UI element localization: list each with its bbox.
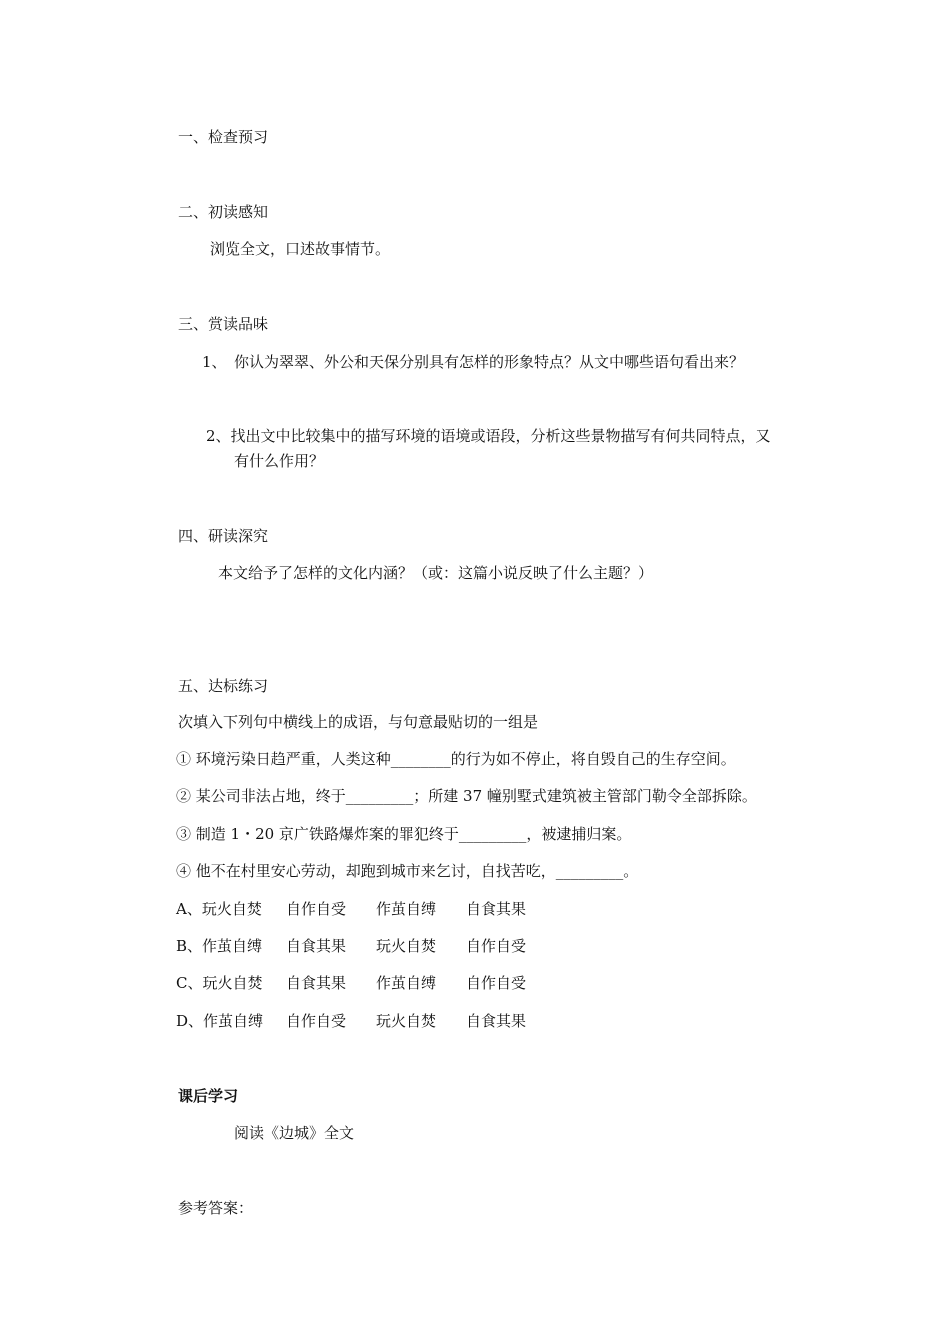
- choice-c-2: 自食其果: [286, 974, 347, 992]
- choice-a-1: A、玩火自焚: [176, 900, 262, 918]
- section-heading-check-preview: 一、检查预习: [178, 128, 269, 146]
- practice-item-2: ② 某公司非法占地，终于_________；所建 37 幢别墅式建筑被主管部门勒令全部拆除。: [176, 787, 757, 805]
- practice-item-3: ③ 制造 1・20 京广铁路爆炸案的罪犯终于_________，被逮捕归案。: [176, 825, 632, 843]
- question-2-line-2: 有什么作用？: [234, 452, 325, 470]
- section-heading-practice: 五、达标练习: [178, 677, 269, 695]
- choice-d-4: 自食其果: [466, 1012, 527, 1030]
- choice-c-3: 作茧自缚: [376, 974, 437, 992]
- choice-b-3: 玩火自焚: [376, 937, 437, 955]
- choice-d-3: 玩火自焚: [376, 1012, 437, 1030]
- reference-answers-heading: 参考答案：: [178, 1199, 254, 1217]
- choice-c-1: C、玩火自焚: [176, 974, 263, 992]
- choice-d-1: D、作茧自缚: [176, 1012, 264, 1030]
- choice-b-2: 自食其果: [286, 937, 347, 955]
- section-heading-after-class: 课后学习: [178, 1087, 239, 1105]
- choice-row-c: [176, 972, 526, 994]
- practice-item-1: ① 环境污染日趋严重，人类这种________的行为如不停止，将自毁自己的生存空间。: [176, 750, 736, 768]
- choice-b-1: B、作茧自缚: [176, 937, 263, 955]
- practice-item-4: ④ 他不在村里安心劳动，却跑到城市来乞讨，自找苦吃，_________。: [176, 862, 639, 880]
- choice-c-4: 自作自受: [466, 974, 527, 992]
- section-heading-appreciation: 三、赏读品味: [178, 315, 269, 333]
- choice-a-3: 作茧自缚: [376, 900, 437, 918]
- first-reading-task: 浏览全文，口述故事情节。: [210, 240, 391, 258]
- choice-b-4: 自作自受: [466, 937, 527, 955]
- section-heading-deep-study: 四、研读深究: [178, 527, 269, 545]
- after-class-task: 阅读《边城》全文: [234, 1124, 355, 1142]
- choice-d-2: 自作自受: [286, 1012, 347, 1030]
- practice-intro: 次填入下列句中横线上的成语，与句意最贴切的一组是: [178, 713, 539, 731]
- choice-a-4: 自食其果: [466, 900, 527, 918]
- section-heading-first-reading: 二、初读感知: [178, 203, 269, 221]
- question-2-line-1: 2、找出文中比较集中的描写环境的语境或语段，分析这些景物描写有何共同特点，又: [206, 427, 771, 445]
- question-1-text: 你认为翠翠、外公和天保分别具有怎样的形象特点？从文中哪些语句看出来？: [234, 353, 745, 371]
- choice-row-b: [176, 935, 526, 957]
- choice-row-a: [176, 898, 526, 920]
- choice-a-2: 自作自受: [286, 900, 347, 918]
- choice-row-d: [176, 1010, 526, 1032]
- question-1-number: 1、: [202, 353, 227, 371]
- deep-study-question: 本文给予了怎样的文化内涵？（或：这篇小说反映了什么主题？）: [218, 564, 654, 582]
